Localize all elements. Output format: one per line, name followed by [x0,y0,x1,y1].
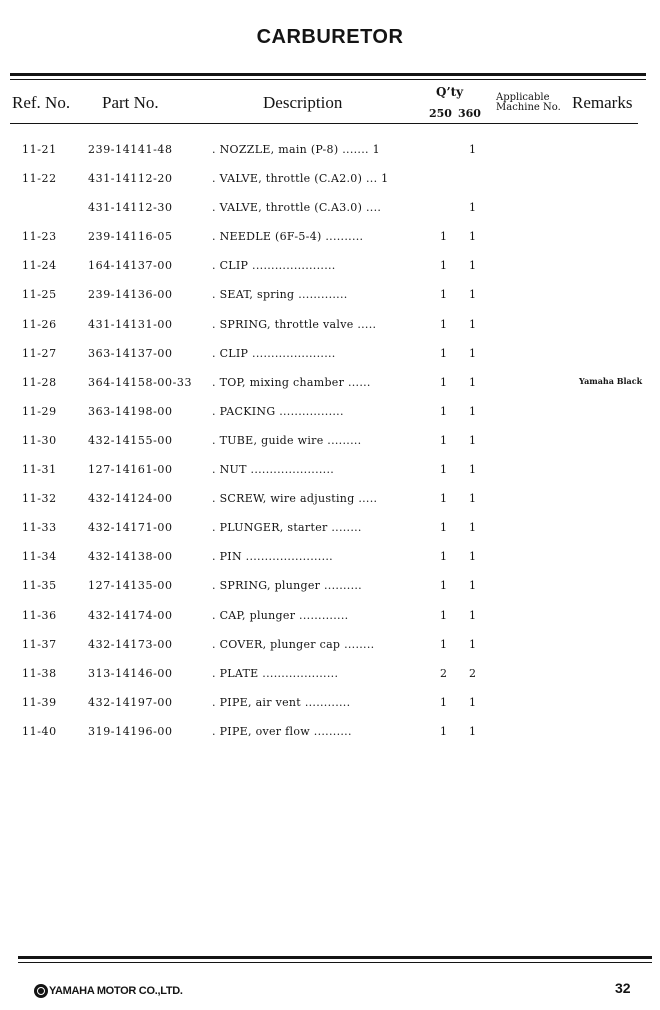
table-row [0,225,660,254]
qty-360-cell: 1 [469,201,476,215]
part-no-cell: 127-14135-00 [88,579,173,593]
part-no-cell: 313-14146-00 [88,666,173,680]
description-cell: . CLIP ...................... [212,346,336,360]
qty-360-cell: 1 [469,637,476,651]
part-no-cell: 432-14138-00 [88,550,173,564]
qty-360-cell: 1 [469,579,476,593]
description-cell: . SCREW, wire adjusting ..... [212,492,378,506]
table-row [0,604,660,633]
description-cell: . SPRING, throttle valve ..... [212,317,377,331]
column-header-rule [10,123,638,124]
footer-rule-thick [18,956,652,959]
table-row [0,254,660,283]
qty-250-cell: 1 [440,579,447,593]
qty-360-cell: 1 [469,404,476,418]
ref-no-cell: 11-22 [22,172,57,186]
column-header-qty: Q’ty [436,85,464,99]
description-cell: . VALVE, throttle (C.A3.0) .... [212,201,382,215]
column-header-description: Description [263,93,343,112]
description-cell: . NUT ...................... [212,463,335,477]
description-cell: . PIPE, air vent ............ [212,695,351,709]
part-no-cell: 432-14174-00 [88,608,173,622]
description-cell: . PACKING ................. [212,404,344,418]
yamaha-emblem-icon [34,984,48,998]
table-row [0,167,660,196]
qty-360-cell: 1 [469,317,476,331]
ref-no-cell: 11-33 [22,521,57,535]
qty-250-cell: 1 [440,637,447,651]
ref-no-cell: 11-30 [22,433,57,447]
qty-360-cell: 1 [469,724,476,738]
ref-no-cell: 11-21 [22,143,57,156]
part-no-cell: 363-14137-00 [88,346,173,360]
table-row [0,313,660,342]
part-no-cell: 127-14161-00 [88,463,173,477]
ref-no-cell: 11-37 [22,637,57,651]
qty-360-cell: 1 [469,463,476,477]
description-cell: . VALVE, throttle (C.A2.0) ... 1 [212,172,389,186]
description-cell: . CLIP ...................... [212,259,336,273]
part-no-cell: 164-14137-00 [88,259,173,273]
qty-250-cell: 1 [440,375,447,389]
table-row [0,633,660,662]
ref-no-cell: 11-29 [22,404,57,418]
table-row [0,487,660,516]
page-title: CARBURETOR [256,26,404,48]
table-row [0,516,660,545]
column-header-machine-no: Machine No. [496,102,561,113]
description-cell: . PIPE, over flow .......... [212,724,352,738]
column-header-qty-250: 250 [429,107,452,120]
company-name: YAMAHA MOTOR CO.,LTD. [49,985,183,997]
table-row [0,662,660,691]
table-row [0,283,660,312]
qty-250-cell: 1 [440,404,447,418]
qty-250-cell: 1 [440,433,447,447]
qty-360-cell: 1 [469,230,476,244]
qty-360-cell: 1 [469,550,476,564]
table-row [0,720,660,749]
qty-360-cell: 1 [469,346,476,360]
table-row [0,691,660,720]
header-rule-thin [10,79,646,80]
part-no-cell: 363-14198-00 [88,404,173,418]
qty-250-cell: 1 [440,695,447,709]
ref-no-cell: 11-39 [22,695,57,709]
description-cell: . NEEDLE (6F-5-4) .......... [212,230,364,244]
ref-no-cell: 11-34 [22,550,57,564]
qty-360-cell: 1 [469,288,476,302]
description-cell: . NOZZLE, main (P-8) ....... 1 [212,143,380,156]
description-cell: . PLATE .................... [212,666,339,680]
column-header-remarks: Remarks [572,93,633,112]
ref-no-cell: 11-27 [22,346,57,360]
qty-250-cell: 1 [440,492,447,506]
description-cell: . COVER, plunger cap ........ [212,637,375,651]
part-no-cell: 432-14155-00 [88,433,173,447]
qty-250-cell: 1 [440,317,447,331]
qty-250-cell: 1 [440,463,447,477]
part-no-cell: 432-14197-00 [88,695,173,709]
table-row [0,574,660,603]
qty-360-cell: 1 [469,695,476,709]
column-header-part-no: Part No. [102,93,159,112]
description-cell: . SEAT, spring ............. [212,288,348,302]
qty-360-cell: 1 [469,143,476,156]
table-row [0,458,660,487]
part-no-cell: 431-14112-20 [88,172,173,186]
header-rule-thick [10,73,646,76]
part-no-cell: 432-14171-00 [88,521,173,535]
description-cell: . PLUNGER, starter ........ [212,521,362,535]
qty-250-cell: 1 [440,288,447,302]
table-row [0,400,660,429]
part-no-cell: 364-14158-00-33 [88,375,193,389]
table-row [0,138,660,167]
column-header-ref-no: Ref. No. [12,93,71,112]
qty-360-cell: 1 [469,521,476,535]
ref-no-cell: 11-28 [22,375,57,389]
ref-no-cell: 11-36 [22,608,57,622]
table-row [0,545,660,574]
qty-250-cell: 1 [440,521,447,535]
table-row [0,429,660,458]
qty-360-cell: 1 [469,375,476,389]
description-cell: . CAP, plunger ............. [212,608,349,622]
page-number: 32 [615,980,631,996]
remarks-cell: Yamaha Black [579,375,643,386]
part-no-cell: 239-14116-05 [88,230,173,244]
ref-no-cell: 11-31 [22,463,57,477]
part-no-cell: 432-14173-00 [88,637,173,651]
ref-no-cell: 11-32 [22,492,57,506]
qty-250-cell: 1 [440,550,447,564]
ref-no-cell: 11-35 [22,579,57,593]
description-cell: . TUBE, guide wire ......... [212,433,362,447]
ref-no-cell: 11-25 [22,288,57,302]
description-cell: . PIN ....................... [212,550,333,564]
qty-250-cell: 1 [440,724,447,738]
qty-250-cell: 1 [440,230,447,244]
qty-360-cell: 1 [469,259,476,273]
table-row [0,342,660,371]
parts-table [0,138,660,749]
qty-250-cell: 2 [440,666,447,680]
part-no-cell: 319-14196-00 [88,724,173,738]
description-cell: . SPRING, plunger .......... [212,579,362,593]
qty-250-cell: 1 [440,259,447,273]
description-cell: . TOP, mixing chamber ...... [212,375,371,389]
ref-no-cell: 11-24 [22,259,57,273]
qty-250-cell: 1 [440,608,447,622]
qty-360-cell: 1 [469,608,476,622]
qty-250-cell: 1 [440,346,447,360]
company-logo [34,984,183,998]
part-no-cell: 431-14112-30 [88,201,173,215]
column-header-qty-360: 360 [458,107,481,120]
table-row [0,196,660,225]
qty-360-cell: 2 [469,666,476,680]
qty-360-cell: 1 [469,492,476,506]
ref-no-cell: 11-26 [22,317,57,331]
table-row [0,371,660,400]
column-header-applicable: Applicable [496,92,550,103]
ref-no-cell: 11-40 [22,724,57,738]
qty-360-cell: 1 [469,433,476,447]
footer-rule-thin [18,962,652,963]
part-no-cell: 432-14124-00 [88,492,173,506]
part-no-cell: 239-14141-48 [88,143,173,156]
ref-no-cell: 11-23 [22,230,57,244]
ref-no-cell: 11-38 [22,666,57,680]
part-no-cell: 239-14136-00 [88,288,173,302]
part-no-cell: 431-14131-00 [88,317,173,331]
